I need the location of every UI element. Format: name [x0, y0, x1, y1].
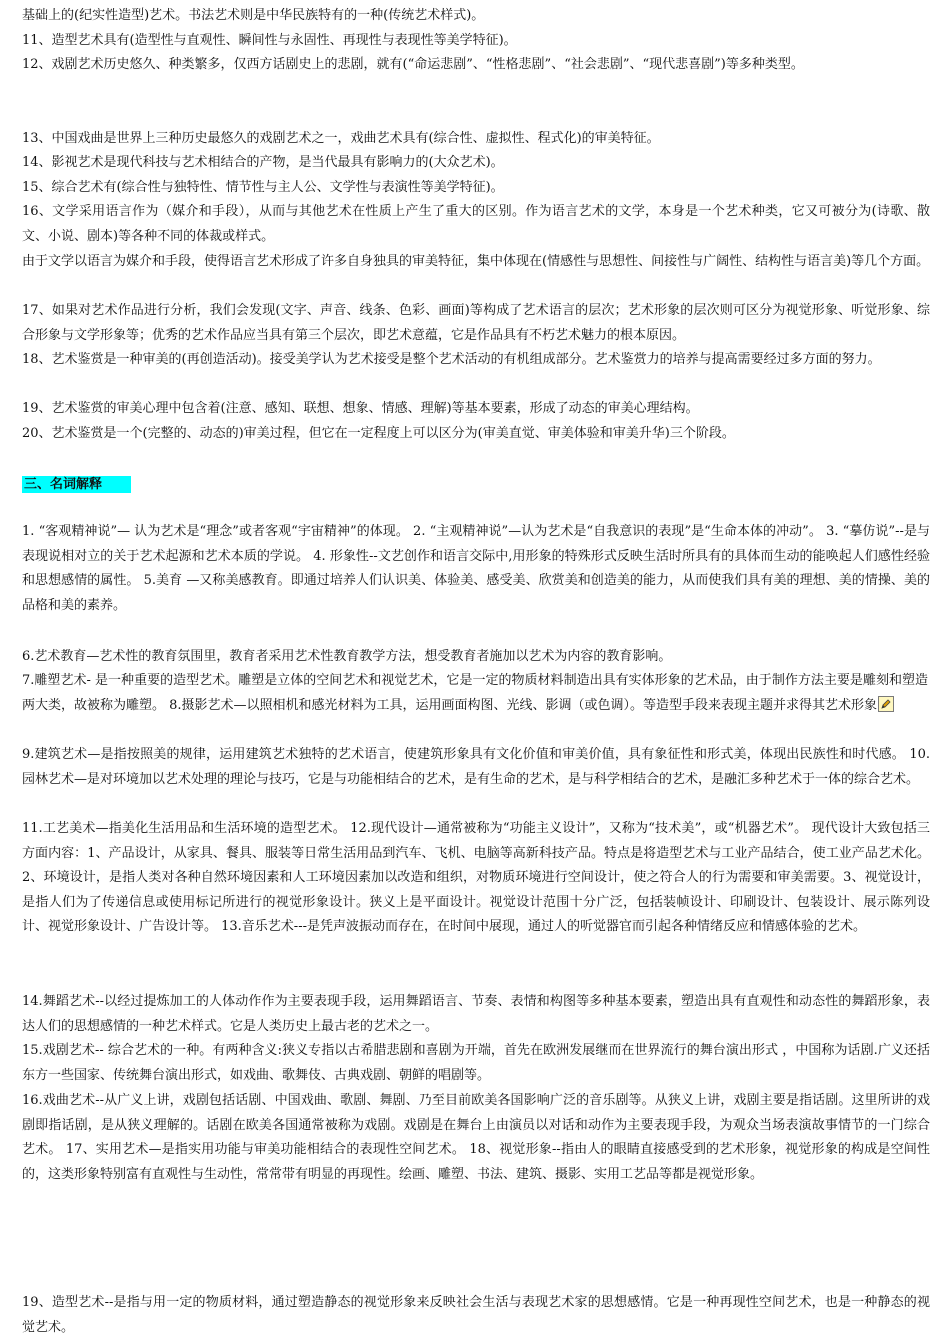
definition-block — [22, 669, 928, 718]
pencil-edit-icon[interactable] — [878, 696, 894, 712]
definition-block: 11.工艺美术—指美化生活用品和生活环境的造型艺术。 12.现代设计—通常被称为“功能主义设计”，又称为“技术美”，或“机器艺术”。 现代设计大致包括三方面内容：1、产品设计，从家具、餐具、服装等日常生活用品到汽车、飞机、电脑等高新科技产品。特点是将造型艺术与工业产品结合，使工业产品艺术化。2、环境设计，是指人类对各种自然环境因素和人工环境因素加以改造和组织，对物质环境进行空间设计，使之符合人的行为需要和审美需要。3、视觉设计，是指人们为了传递信息或使用标记所进行的视觉形象设计。狭义上是平面设计。视觉设计范围十分广泛，包括装帧设计、印刷设计、包装设计、展示陈列设计、视觉形象设计、广告设计等。 13.音乐艺术---是凭声波振动而存在，在时间中展现，通过人的听觉器官而引起各种情绪反应和情感体验的艺术。 — [22, 821, 930, 935]
text-line: 基础上的(纪实性造型)艺术。书法艺术则是中华民族特有的一种(传统艺术样式)。 — [22, 8, 485, 23]
list-item: 15、综合艺术有(综合性与独特性、情节性与主人公、文学性与表演性等美学特征)。 — [22, 180, 504, 195]
list-item: 由于文学以语言为媒介和手段，使得语言艺术形成了许多自身独具的审美特征，集中体现在(情感性与思想性、间接性与广阔性、结构性与语言美)等几个方面。 — [22, 254, 930, 269]
section-heading: 三、名词解释 — [22, 476, 131, 493]
list-item: 17、如果对艺术作品进行分析，我们会发现(文字、声音、线条、色彩、画面)等构成了艺术语言的层次；艺术形象的层次则可区分为视觉形象、听觉形象、综合形象与文学形象等；优秀的艺术作品应当具有第三个层次，即艺术意蕴，它是作品具有不朽艺术魅力的根本原因。 — [22, 303, 930, 343]
list-item: 12、戏剧艺术历史悠久、种类繁多，仅西方话剧史上的悲剧，就有(“命运悲剧”、“性格悲剧”、“社会悲剧”、“现代悲喜剧”)等多种类型。 — [22, 57, 804, 72]
definition-block: 19、造型艺术--是指与用一定的物质材料，通过塑造静态的视觉形象来反映社会生活与表现艺术家的思想感情。它是一种再现性空间艺术，也是一种静态的视觉艺术。 — [22, 1295, 930, 1335]
definition-block: 1. “客观精神说”— 认为艺术是“理念”或者客观“宇宙精神”的体现。 2. “主观精神说”—认为艺术是“自我意识的表现”是“生命本体的冲动”。 3. “摹仿说”--是与表现说相对立的关于艺术起源和艺术本质的学说。 4. 形象性--文艺创作和语言交际中,用形象的特殊形式反映生活时所具有的具体而生动的能唤起人们感性经验和思想感情的属性。 5.美育 —又称美感教育。即通过培养人们认识美、体验美、感受美、欣赏美和创造美的能力，从而使我们具有美的理想、美的情操、美的品格和美的素养。 — [22, 524, 930, 613]
definition-block: 14.舞蹈艺术--以经过提炼加工的人体动作作为主要表现手段，运用舞蹈语言、节奏、表情和构图等多种基本要素，塑造出具有直观性和动态性的舞蹈形象，表达人们的思想感情的一种艺术样式。它是人类历史上最古老的艺术之一。 — [22, 994, 930, 1034]
list-item: 19、艺术鉴赏的审美心理中包含着(注意、感知、联想、想象、情感、理解)等基本要素，形成了动态的审美心理结构。 — [22, 401, 699, 416]
list-item: 14、影视艺术是现代科技与艺术相结合的产物，是当代最具有影响力的(大众艺术)。 — [22, 155, 504, 170]
definition-block: 6.艺术教育—艺术性的教育氛围里，教育者采用艺术性教育教学方法，想受教育者施加以艺术为内容的教育影响。 — [22, 649, 672, 664]
list-item: 16、文学采用语言作为（媒介和手段），从而与其他艺术在性质上产生了重大的区别。作为语言艺术的文学，本身是一个艺术种类，它又可被分为(诗歌、散文、小说、剧本)等各种不同的体裁或样式。 — [22, 204, 930, 244]
definition-block: 15.戏剧艺术-- 综合艺术的一种。有两种含义:狭义专指以古希腊悲剧和喜剧为开端，首先在欧洲发展继而在世界流行的舞台演出形式 ，中国称为话剧.广义还括东方一些国家、传统舞台演出形式，如戏曲、歌舞伎、古典戏剧、朝鲜的唱剧等。 — [22, 1043, 930, 1083]
list-item: 18、艺术鉴赏是一种审美的(再创造活动)。接受美学认为艺术接受是整个艺术活动的有机组成部分。艺术鉴赏力的培养与提高需要经过多方面的努力。 — [22, 352, 881, 367]
list-item: 11、造型艺术具有(造型性与直观性、瞬间性与永固性、再现性与表现性等美学特征)。 — [22, 33, 517, 48]
list-item: 13、中国戏曲是世界上三种历史最悠久的戏剧艺术之一，戏曲艺术具有(综合性、虚拟性、程式化)的审美特征。 — [22, 131, 660, 146]
definition-block: 16.戏曲艺术--从广义上讲，戏剧包括话剧、中国戏曲、歌剧、舞剧、乃至目前欧美各国影响广泛的音乐剧等。从狭义上讲，戏剧主要是指话剧。这里所讲的戏剧即指话剧，是从狭义理解的。话剧在欧美各国通常被称为戏剧。戏剧是在舞台上由演员以对话和动作为主要表现手段，为观众当场表演故事情节的一门综合艺术。 17、实用艺术—是指实用功能与审美功能相结合的表现性空间艺术。 18、视觉形象--指由人的眼睛直接感受到的艺术形象，视觉形象的构成是空间性的，这类形象特别富有直观性与生动性，常常带有明显的再现性。绘画、雕塑、书法、建筑、摄影、实用工艺品等都是视觉形象。 — [22, 1093, 930, 1182]
list-item: 20、艺术鉴赏是一个(完整的、动态的)审美过程，但它在一定程度上可以区分为(审美直觉、审美体验和审美升华)三个阶段。 — [22, 426, 735, 441]
definition-text: 7.雕塑艺术- 是一种重要的造型艺术。雕塑是立体的空间艺术和视觉艺术，它是一定的物质材料制造出具有实体形象的艺术品，由于制作方法主要是雕刻和塑造两大类，故被称为雕塑。 8.摄影艺术—以照相机和感光材料为工具，运用画面构图、光线、影调（或色调）。等造型手段来表现主题并求得其艺术形象 — [22, 673, 928, 713]
definition-block: 9.建筑艺术—是指按照美的规律，运用建筑艺术独特的艺术语言，使建筑形象具有文化价值和审美价值，具有象征性和形式美，体现出民族性和时代感。 10.园林艺术—是对环境加以艺术处理的理论与技巧，它是与功能相结合的艺术，是有生命的艺术，是与科学相结合的艺术，是融汇多种艺术于一体的综合艺术。 — [22, 747, 930, 787]
